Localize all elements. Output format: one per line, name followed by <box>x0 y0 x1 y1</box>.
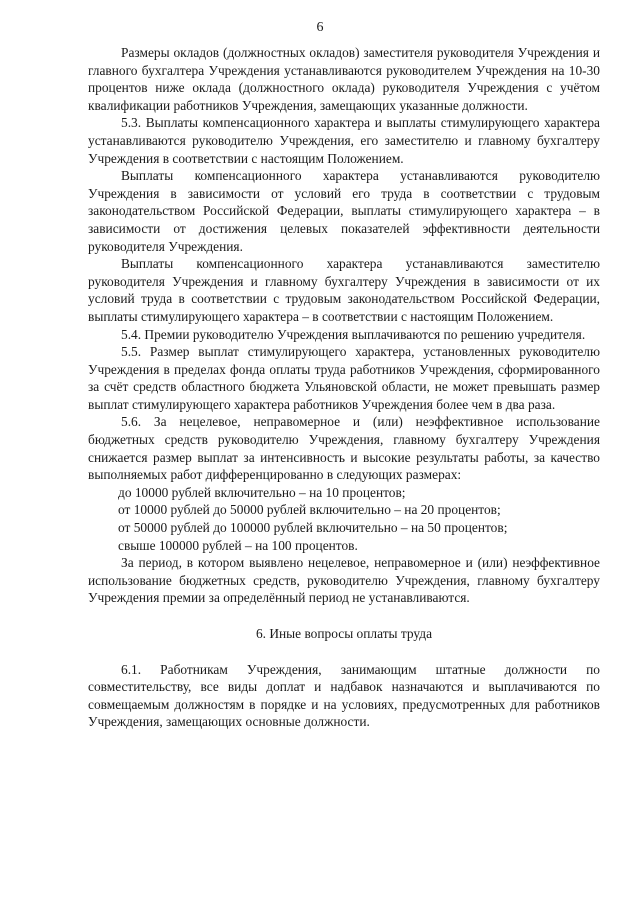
paragraph-compensation-deputy: Выплаты компенсационного характера устанавливаются заместителю руководителя Учреждения и главному бухгалтеру Учреждения в зависимости от их условий труда в соответствии с трудовым законодательством Российской Федерации, выплаты стимулирующего характера – в соответствии с настоящим Положением. <box>88 256 600 324</box>
paragraph-6-1: 6.1. Работникам Учреждения, занимающим штатные должности по совместительству, все виды доплат и надбавок назначаются и выплачиваются по совмещаемым должностям в порядке и на условиях, предусмотренных для работников Учреждения, замещающих основные должности. <box>88 661 600 730</box>
list-item: до 10000 рублей включительно – на 10 процентов; <box>118 484 406 500</box>
section-heading: 6. Иные вопросы оплаты труда <box>255 626 433 641</box>
paragraph-compensation-head: Выплаты компенсационного характера устанавливаются руководителю Учреждения в зависимости от условий его труда в соответствии с трудовым законодательством Российской Федерации, выплаты стимулирующего характера – в зависимости от достижения целевых показателей эффективности деятельности руководителя Учреждения. <box>88 168 600 254</box>
paragraph-salary-deputy: Размеры окладов (должностных окладов) заместителя руководителя Учреждения и главного бухгалтера Учреждения устанавливаются руководителем Учреждения на 10-30 процентов ниже оклада (должностного оклада) руководителя Учреждения с учётом квалификации работников Учреждения, замещающих указанные должности. <box>88 45 600 113</box>
list-item: от 50000 рублей до 100000 рублей включительно – на 50 процентов; <box>118 520 508 536</box>
paragraph-5-6: 5.6. За нецелевое, неправомерное и (или) неэффективное использование бюджетных средств руководителю Учреждения, главному бухгалтеру Учреждения снижается размер выплат за интенсивность и высокие результаты работы, за качество выполняемых работ дифференцированно в следующих размерах: <box>88 414 600 483</box>
paragraph-5-4: 5.4. Премии руководителю Учреждения выплачиваются по решению учредителя. <box>121 326 586 342</box>
list-item: от 10000 рублей до 50000 рублей включительно – на 20 процентов; <box>118 502 501 518</box>
page-number: 6 <box>316 20 324 35</box>
document-body <box>88 44 600 731</box>
paragraph-5-3: 5.3. Выплаты компенсационного характера и выплаты стимулирующего характера устанавливаются руководителю Учреждения, его заместителю и главному бухгалтеру Учреждения в соответствии с настоящим Положением. <box>88 115 600 166</box>
list-item: свыше 100000 рублей – на 100 процентов. <box>118 537 358 553</box>
paragraph-5-5: 5.5. Размер выплат стимулирующего характера, установленных руководителю Учреждения в пределах фонда оплаты труда работников Учреждения, сформированного за счёт средств областного бюджета Ульяновской области, не может превышать размер выплат стимулирующего характера работников Учреждения более чем в два раза. <box>88 344 600 412</box>
paragraph-closing: За период, в котором выявлено нецелевое, неправомерное и (или) неэффективное использование бюджетных средств, руководителю Учреждения, главному бухгалтеру Учреждения премии за определённый период не устанавливаются. <box>88 555 600 606</box>
